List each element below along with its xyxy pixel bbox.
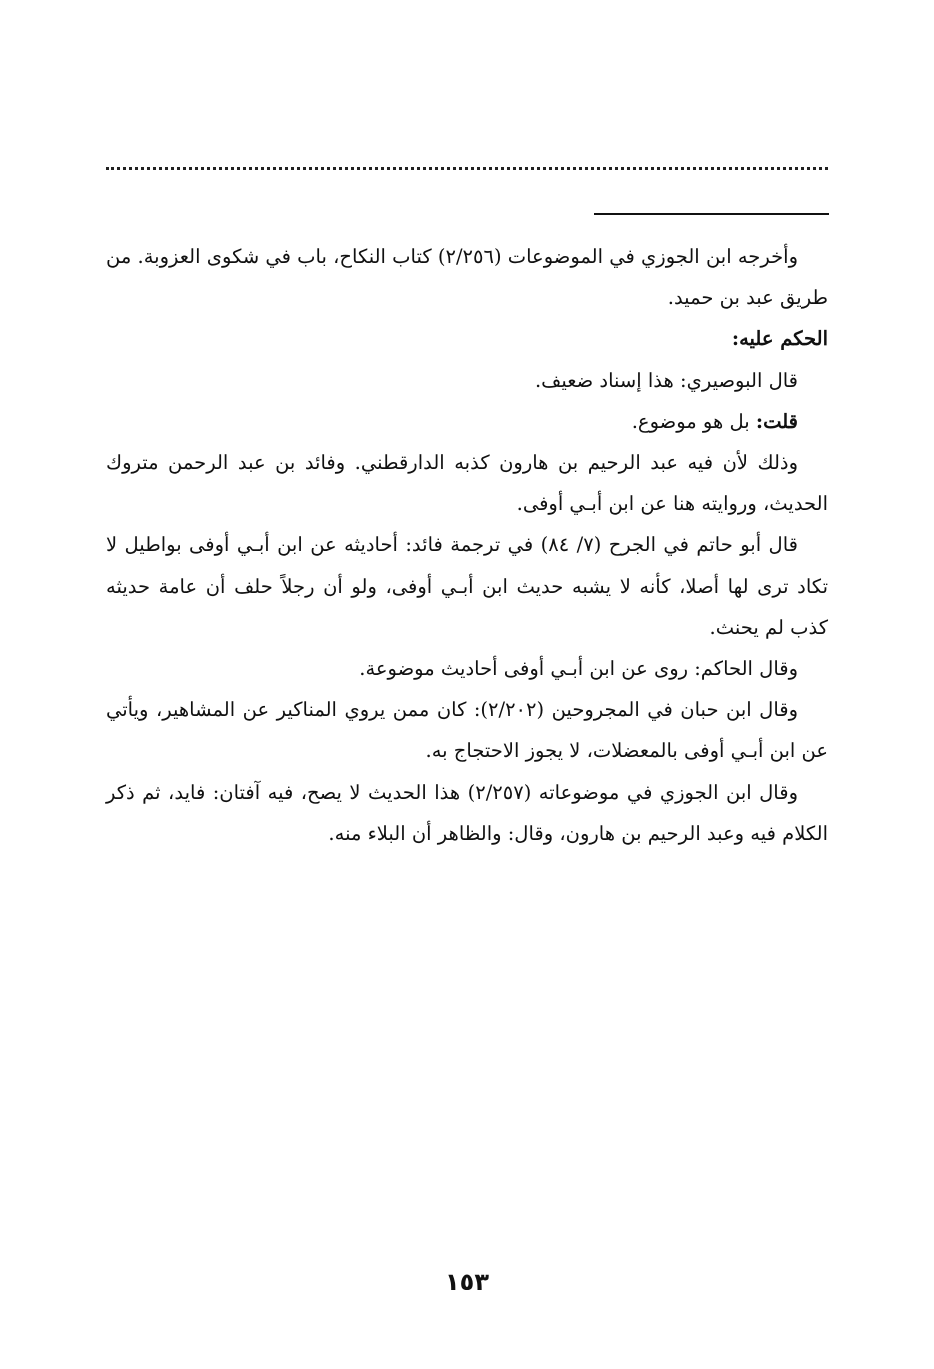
footnote-body <box>106 236 828 854</box>
paragraph-hakim: وقال الحاكم: روى عن ابن أبـي أوفى أحاديث موضوعة. <box>359 657 798 681</box>
paragraph-author-opinion <box>106 401 828 442</box>
paragraph-abu-hatim: قال أبو حاتم في الجرح (٧/ ٨٤) في ترجمة فائد: أحاديثه عن ابن أبـي أوفى بواطيل لا تكاد ترى لها أصلا، كأنه لا يشبه حديث ابن أبـي أوفى، ولو أن رجلاً حلف أن عامة حديثه كذب لم يحنث. <box>106 533 828 639</box>
section-heading-ruling: الحكم عليه: <box>731 327 828 351</box>
paragraph-busiri: قال البوصيري: هذا إسناد ضعيف. <box>534 368 798 392</box>
qultu-text: بل هو موضوع. <box>631 409 756 433</box>
paragraph-ibn-hibban: وقال ابن حبان في المجروحين (٢/٢٠٢): كان ممن يروي المناكير عن المشاهير، ويأتي عن ابن أبـي أوفى بالمعضلات، لا يجوز الاحتجاج به. <box>106 698 828 763</box>
page-number: ١٥٣ <box>445 1268 489 1296</box>
paragraph-reason: وذلك لأن فيه عبد الرحيم بن هارون كذبه الدارقطني. وفائد بن عبد الرحمن متروك الحديث، وروايته هنا عن ابن أبـي أوفى. <box>106 451 828 516</box>
paragraph-takhrij: وأخرجه ابن الجوزي في الموضوعات (٢/٢٥٦) كتاب النكاح، باب في شكوى العزوبة. من طريق عبد بن حميد. <box>106 245 828 310</box>
qultu-label: قلت: <box>755 409 798 433</box>
paragraph-ibn-jawzi: وقال ابن الجوزي في موضوعاته (٢/٢٥٧) هذا الحديث لا يصح، فيه آفتان: فايد، ثم ذكر الكلام فيه وعبد الرحيم بن هارون، وقال: والظاهر أن البلاء منه. <box>106 780 828 845</box>
dotted-separator <box>106 167 828 170</box>
footnote-separator-line <box>594 213 829 215</box>
